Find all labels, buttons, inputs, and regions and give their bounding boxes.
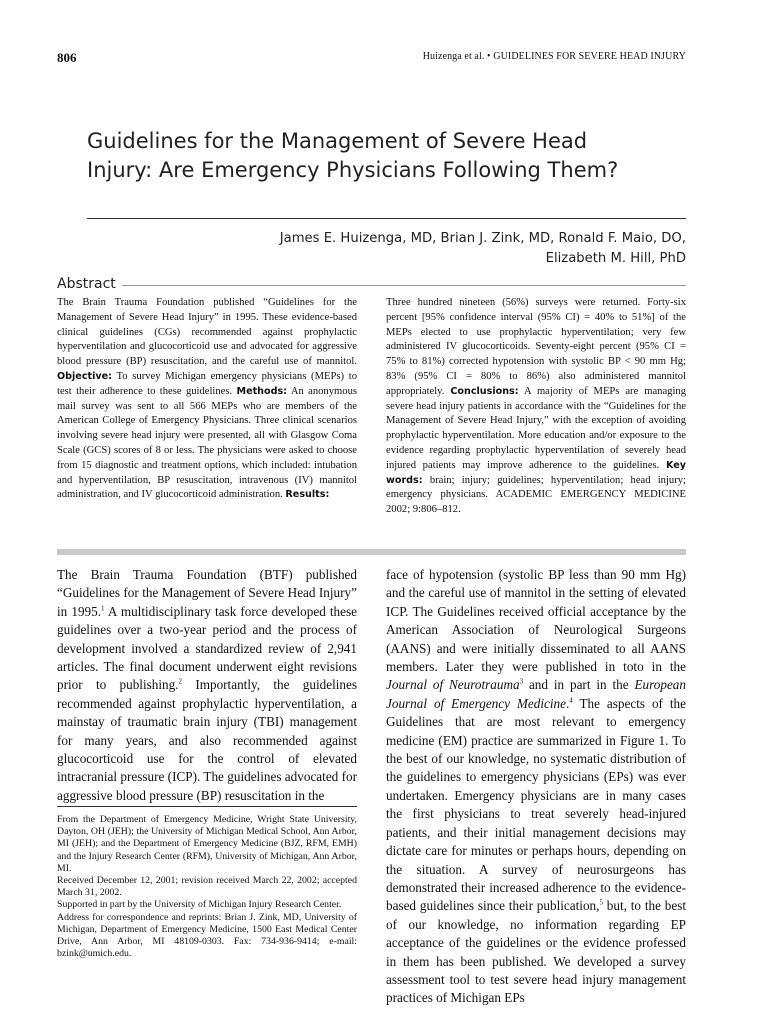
title-divider: [87, 218, 686, 219]
abstract-column-left: [57, 296, 357, 503]
results-label: Results:: [285, 489, 330, 501]
author-list: [166, 229, 686, 269]
reference-marker: 2: [178, 678, 183, 687]
abstract-heading: Abstract: [57, 276, 122, 292]
author-line: Elizabeth M. Hill, PhD: [545, 251, 686, 266]
body-column-right: face of hypotension (systolic BP less than 90 mm Hg) and the careful use of mannitol in the setting of elevated ICP. The Guidelines received official acceptance by the American Association of Neurological Surgeons (AANS) and were initially disseminated to all AANS members. Later they were published in toto in the Journal of Neurotrauma$^3$ and in part in the European Journal of Emergency Medicine.$^4$ The aspects of the Guidelines that are most relevant to emergency medicine (EM) practice are summarized in Figure 1. To the best of our knowledge, no systematic distribution of the guidelines to emergency physicians (EPs) was ever undertaken. Emergency physicians are in many cases the first physicians to treat severely head-injured patients, and their initial management decisions may dictate care for minutes or perhaps hours, depending on the situation. A survey of neurosurgeons has demonstrated their increased adherence to the evidence-based guidelines since their publication,$^5$ but, to the best of our knowledge, no information regarding EP acceptance of the guidelines or the evidence professed in them has been published. We developed a survey assessment tool to test severe head injury management practices of Michigan EPs: [386, 567, 687, 1006]
body-text: Importantly, the guidelines recommended against prophylactic hyperventilation, a mainstay of traumatic brain injury (TBI) management for many years, and also recommended against glucocorticoid use for the control of elevated intracranial pressure (ICP). The guidelines advocated for aggressive blood pressure (BP) resuscitation in the: [57, 677, 357, 803]
body-text: The Brain Trauma Foundation (BTF) published “Guidelines for the Management of Severe Head Injury” in 1995.: [57, 567, 357, 619]
methods-text: An anonymous mail survey was sent to all 566 MEPs who are members of the American College of Emergency Physicians. Three clinical scenarios involving severe head injury were presented, all with Glasgow Coma Scale (GCS) scores of 8 or less. The physicians were asked to choose from 15 diagnostic and treatment options, which included: intubation and hyperventilation, BP resuscitation, intravenous (IV) mannitol administration, and IV glucocorticoid administration.: [57, 385, 357, 501]
page-number: 806: [57, 50, 77, 65]
reference-marker: 5: [599, 898, 603, 907]
correspondence-note: Address for correspondence and reprints: Brian J. Zink, MD, University of Michigan, Department of Emergency Medicine, 1500 East Medical Center Drive, Ann Arbor, MI 48109-0303. Fax: 734-936-9414; e-mail: bzink@umich.edu.: [57, 911, 357, 960]
article-title: Guidelines for the Management of Severe Head Injury: Are Emergency Physicians Following Them?: [87, 129, 619, 182]
body-text: The aspects of the Guidelines that are most relevant to emergency medicine (EM) practice are summarized in Figure 1. To the best of our knowledge, no systematic distribution of the guidelines to emergency physicians (EPs) was ever undertaken. Emergency physicians are in many cases the first physicians to treat severely head-injured patients, and their initial management decisions may dictate care for minutes or perhaps hours, depending on the situation. A survey of neurosurgeons has demonstrated their increased adherence to the evidence-based guidelines since their publication,: [386, 695, 686, 914]
footnotes: [57, 814, 357, 960]
author-line: James E. Huizenga, MD, Brian J. Zink, MD, Ronald F. Maio, DO,: [279, 231, 686, 246]
journal-name: European Journal of Emergency Medicine: [386, 677, 686, 711]
results-text: Three hundred nineteen (56%) surveys were returned. Forty-six percent [95% confidence interval (95% CI) = 40% to 51%] of the MEPs elected to use prophylactic hyperventilation; very few administered IV glucocorticoids. Seventy-eight percent (95% CI = 75% to 81%) corrected hypotension with systolic BP < 90 mm Hg; 83% (95% CI = 80% to 86%) also administered mannitol appropriately.: [386, 297, 686, 397]
abstract-intro: The Brain Trauma Foundation published “Guidelines for the Management of Severe Head Injury” in 1995. These evidence-based clinical guidelines (CGs) recommended against prophylactic hyperventilation and glucocorticoid use and advocated for aggressive blood pressure (BP) resuscitation, and the careful use of mannitol.: [57, 297, 357, 368]
running-header: Huizenga et al. • GUIDELINES FOR SEVERE HEAD INJURY: [422, 51, 686, 62]
methods-label: Methods:: [236, 385, 288, 397]
received-note: Received December 12, 2001; revision received March 22, 2002; accepted March 31, 2002.: [57, 875, 357, 899]
objective-label: Objective:: [57, 370, 112, 382]
conclusions-text: A majority of MEPs are managing severe head injury patients in accordance with the “Guidelines for the Management of Severe Head Injury,” with the exception of avoiding prophylactic hyperventilation. More education and/or exposure to the evidence regarding prophylactic hyperventilation of severely head injured patients may improve adherence to the guidelines.: [386, 385, 686, 471]
body-text: face of hypotension (systolic BP less than 90 mm Hg) and the careful use of mannitol in the setting of elevated ICP. The Guidelines received official acceptance by the American Association of Neurological Surgeons (AANS) and were initially disseminated to all AANS members. Later they were published in toto in the: [386, 567, 686, 675]
footnote-divider: [57, 806, 357, 807]
keywords-label: Key words:: [386, 459, 687, 486]
body-text: but, to the best of our knowledge, no information regarding EP acceptance of the guidelines or the evidence professed in them has been published. We developed a survey assessment tool to test severe head injury management practices of Michigan EPs: [386, 898, 687, 1006]
body-column-left: [57, 566, 357, 805]
body-text: and in part in the: [523, 677, 635, 693]
reference-marker: 4: [569, 696, 573, 705]
abstract-divider: [57, 285, 686, 286]
journal-name: Journal of Neurotrauma: [386, 677, 520, 693]
body-text: A multidisciplinary task force developed these guidelines over a two-year period and the process of development involved a standardized review of 2,941 articles. The final document underwent eight revisions prior to publishing.: [57, 603, 357, 693]
support-note: Supported in part by the University of Michigan Injury Research Center.: [57, 899, 342, 911]
reference-marker: 1: [101, 604, 105, 613]
conclusions-label: Conclusions:: [450, 385, 519, 397]
objective-text: To survey Michigan emergency physicians (MEPs) to test their adherence to these guidelines.: [57, 370, 357, 397]
section-divider-bar: [57, 549, 686, 555]
abstract-column-right: [386, 296, 686, 518]
reference-marker: 3: [519, 678, 524, 687]
affiliation-note: From the Department of Emergency Medicine, Wright State University, Dayton, OH (JEH); the University of Michigan Medical School, Ann Arbor, MI (JEH); and the Department of Emergency Medicine (BJZ, RFM, EMH) and the Injury Research Center (RFM), University of Michigan, Ann Arbor, MI.: [57, 814, 357, 874]
keywords-text: brain; injury; guidelines; hyperventilation; head injury; emergency physicians. ACADEMIC EMERGENCY MEDICINE 2002; 9:806–812.: [386, 474, 686, 516]
